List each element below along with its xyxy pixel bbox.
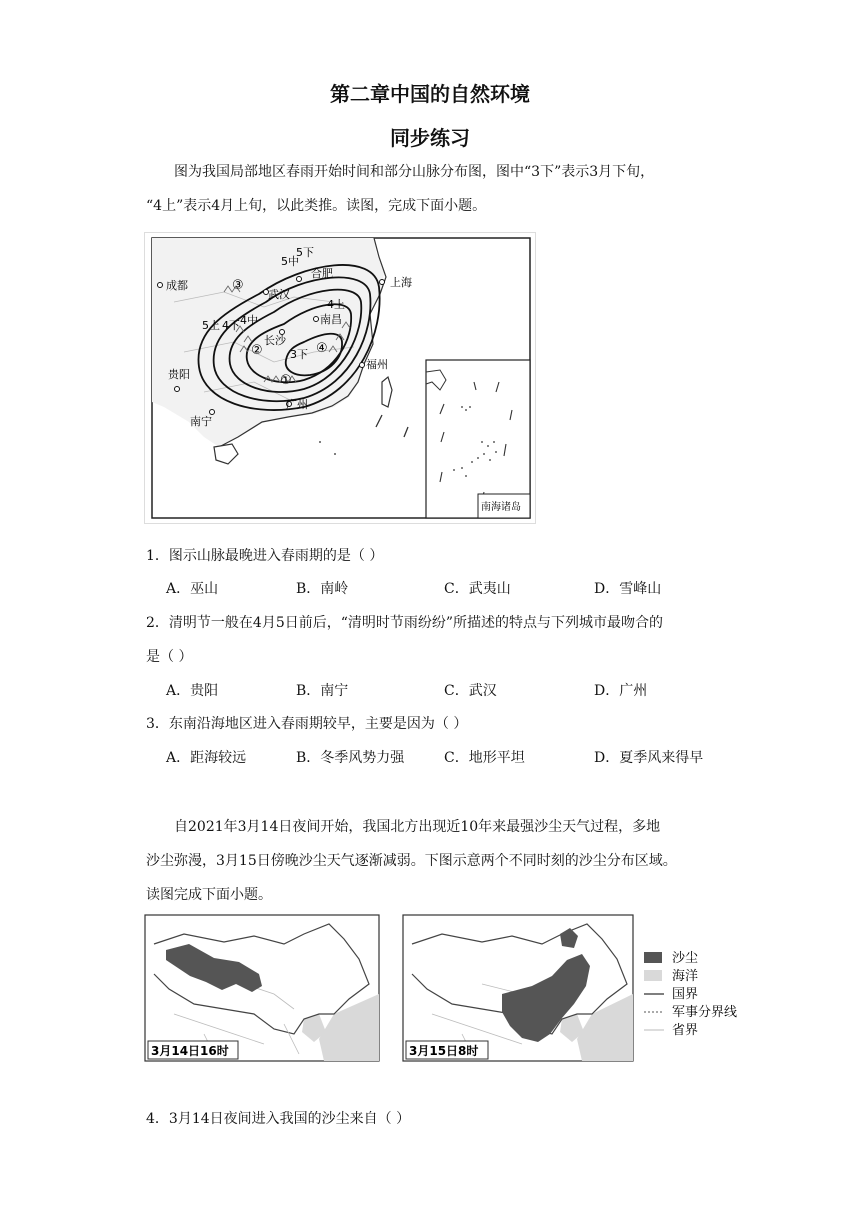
question-2-option-c[interactable]: C．武汉 xyxy=(444,683,497,699)
question-1-option-c[interactable]: C．武夷山 xyxy=(444,581,511,597)
legend-label-ocean: 海洋 xyxy=(672,969,699,984)
question-2-stem-line-2: 是（ ） xyxy=(146,649,193,665)
document-title: 第二章中国的自然环境 xyxy=(330,82,530,106)
question-1-option-a[interactable]: A．巫山 xyxy=(166,581,219,597)
question-1-option-d[interactable]: D．雪峰山 xyxy=(594,581,662,597)
city-label-nanchang: 南昌 xyxy=(320,313,342,326)
legend-label-dust: 沙尘 xyxy=(672,951,699,966)
city-label-guiyang: 贵阳 xyxy=(168,368,190,381)
question-3-stem: 3．东南沿海地区进入春雨期较早，主要是因为（ ） xyxy=(146,716,468,732)
passage-2-line-2: 沙尘弥漫，3月15日傍晚沙尘天气逐渐减弱。下图示意两个不同时刻的沙尘分布区域。 xyxy=(146,853,677,869)
passage-2-line-1: 自2021年3月14日夜间开始，我国北方出现近10年来最强沙尘天气过程，多地 xyxy=(174,819,661,835)
passage-2-line-3: 读图完成下面小题。 xyxy=(146,887,272,903)
dust-map-left-label: 3月14日16时 xyxy=(151,1044,229,1058)
isoline-label-4zhong: 4中 xyxy=(240,314,258,327)
city-label-changsha: 长沙 xyxy=(264,334,286,347)
question-3-option-a[interactable]: A．距海较远 xyxy=(166,750,247,766)
dust-map-right xyxy=(402,914,634,1066)
dust-map-right-label: 3月15日8时 xyxy=(409,1044,479,1058)
legend-swatch-dust xyxy=(644,952,662,963)
legend-label-military: 军事分界线 xyxy=(672,1005,738,1020)
isoline-label-5zhong: 5中 xyxy=(281,255,299,268)
passage-2 xyxy=(146,810,726,912)
mountain-label-3: ③ xyxy=(232,278,244,293)
question-1-stem: 1．图示山脉最晚进入春雨期的是（ ） xyxy=(146,548,384,564)
city-label-fuzhou: 福州 xyxy=(366,358,388,371)
passage-1-line-1: 图为我国局部地区春雨开始时间和部分山脉分布图，图中“3下”表示3月下旬， xyxy=(174,164,655,180)
question-3-option-b[interactable]: B．冬季风势力强 xyxy=(296,750,405,766)
spring-rain-map xyxy=(144,232,536,528)
dust-map-legend xyxy=(642,948,752,1072)
question-2-option-a[interactable]: A．贵阳 xyxy=(166,683,219,699)
isoline-label-5xia: 5下 xyxy=(296,246,314,259)
legend-label-border: 国界 xyxy=(672,987,699,1002)
city-label-nanning: 南宁 xyxy=(190,415,212,428)
city-label-chengdu: 成都 xyxy=(166,279,188,292)
passage-1-line-2: “4上”表示4月上旬，以此类推。读图，完成下面小题。 xyxy=(146,198,487,214)
mountain-label-1: ① xyxy=(280,373,292,388)
passage-1 xyxy=(146,155,726,223)
city-label-hefei: 合肥 xyxy=(311,267,333,280)
question-2-stem-line-1: 2．清明节一般在4月5日前后，“清明时节雨纷纷”所描述的特点与下列城市最吻合的 xyxy=(146,615,664,631)
city-label-shanghai: 上海 xyxy=(390,276,412,289)
question-2-option-b[interactable]: B．南宁 xyxy=(296,683,349,699)
legend-swatch-ocean xyxy=(644,970,662,981)
question-2-option-d[interactable]: D．广州 xyxy=(594,683,648,699)
mountain-label-4: ④ xyxy=(316,341,328,356)
question-3-option-d[interactable]: D．夏季风来得早 xyxy=(594,750,704,766)
isoline-label-3xia: 3下 xyxy=(290,348,308,361)
question-4-stem: 4．3月14日夜间进入我国的沙尘来自（ ） xyxy=(146,1111,411,1127)
question-3-option-c[interactable]: C．地形平坦 xyxy=(444,750,525,766)
mountain-label-2: ② xyxy=(251,343,263,358)
isoline-label-5shang: 5上 xyxy=(202,319,220,332)
city-label-guangzhou: 广州 xyxy=(286,398,308,411)
city-label-wuhan: 武汉 xyxy=(268,288,290,301)
isoline-label-4shang: 4上 xyxy=(327,298,345,311)
dust-map-left xyxy=(144,914,380,1066)
legend-label-province: 省界 xyxy=(672,1023,699,1038)
question-1-option-b[interactable]: B．南岭 xyxy=(296,581,349,597)
document-subtitle: 同步练习 xyxy=(390,126,470,150)
inset-label: 南海诸岛 xyxy=(481,502,521,513)
isoline-label-4xia: 4下 xyxy=(222,319,240,332)
